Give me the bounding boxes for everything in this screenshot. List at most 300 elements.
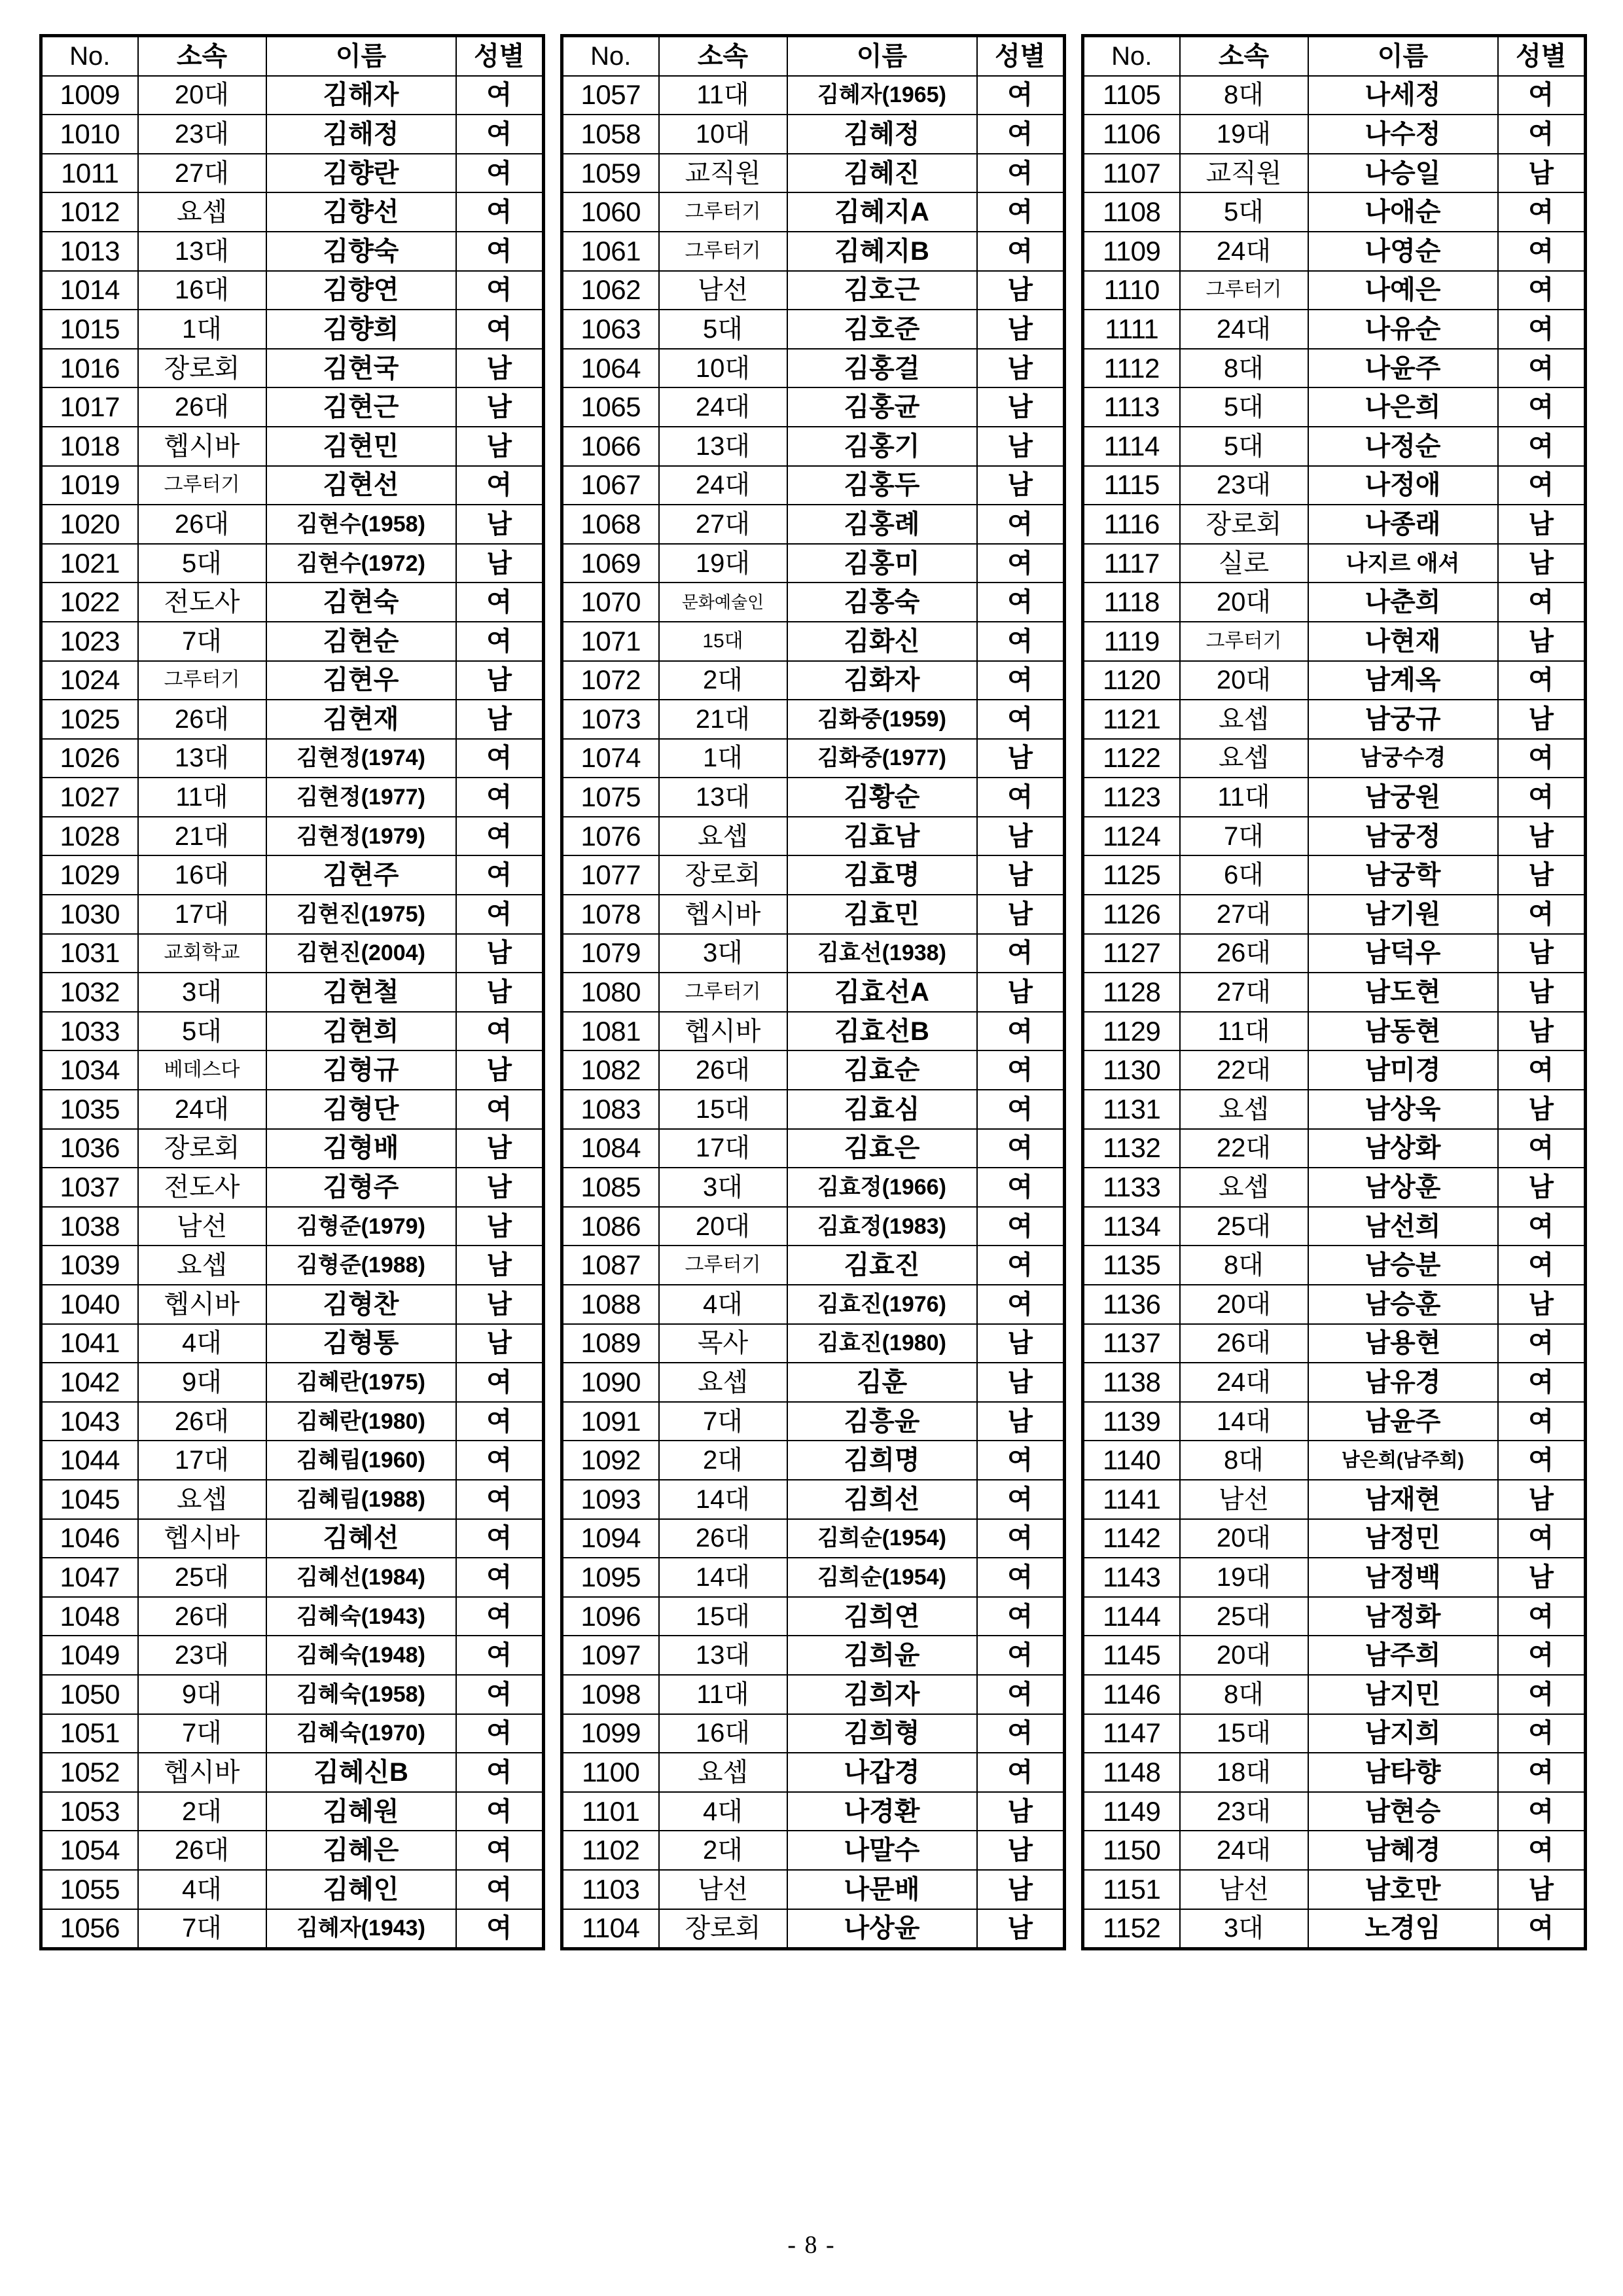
cell-name: 김희명 bbox=[787, 1441, 977, 1480]
cell-sex: 여 bbox=[1498, 232, 1586, 271]
table-row bbox=[562, 1402, 1065, 1441]
cell-sex: 여 bbox=[1498, 387, 1586, 427]
cell-group: 남선 bbox=[138, 1207, 266, 1246]
cell-no: 1011 bbox=[41, 154, 138, 193]
cell-no: 1151 bbox=[1083, 1870, 1180, 1909]
cell-name: 남현승 bbox=[1308, 1792, 1498, 1831]
column-header-group: 소속 bbox=[659, 36, 787, 76]
cell-group: 남선 bbox=[1180, 1480, 1308, 1519]
cell-sex: 여 bbox=[456, 1753, 544, 1792]
column-header-no: No. bbox=[41, 36, 138, 76]
cell-sex: 남 bbox=[977, 739, 1065, 778]
cell-no: 1067 bbox=[562, 466, 659, 505]
roster-table-left bbox=[39, 34, 545, 1950]
cell-sex: 남 bbox=[456, 544, 544, 583]
cell-no: 1115 bbox=[1083, 466, 1180, 505]
cell-sex: 여 bbox=[1498, 1831, 1586, 1870]
cell-group: 그루터기 bbox=[659, 232, 787, 271]
cell-sex: 여 bbox=[977, 76, 1065, 115]
cell-no: 1024 bbox=[41, 661, 138, 700]
cell-sex: 여 bbox=[977, 232, 1065, 271]
cell-group: 요셉 bbox=[659, 1753, 787, 1792]
cell-sex: 여 bbox=[1498, 895, 1586, 934]
table-row bbox=[1083, 76, 1586, 115]
cell-group: 26대 bbox=[1180, 1324, 1308, 1363]
cell-sex: 남 bbox=[1498, 700, 1586, 739]
cell-sex: 여 bbox=[456, 1870, 544, 1909]
cell-group: 14대 bbox=[659, 1480, 787, 1519]
cell-name: 김효심 bbox=[787, 1090, 977, 1129]
cell-sex: 남 bbox=[977, 1909, 1065, 1949]
cell-group: 10대 bbox=[659, 115, 787, 154]
cell-name: 김현숙 bbox=[266, 583, 456, 622]
cell-group: 실로 bbox=[1180, 544, 1308, 583]
cell-name: 김효선(1938) bbox=[787, 934, 977, 973]
cell-sex: 여 bbox=[977, 700, 1065, 739]
cell-sex: 여 bbox=[456, 466, 544, 505]
cell-name: 김혜원 bbox=[266, 1792, 456, 1831]
cell-no: 1076 bbox=[562, 817, 659, 856]
cell-name: 김혜선(1984) bbox=[266, 1558, 456, 1597]
table-row bbox=[1083, 1285, 1586, 1324]
cell-name: 김향란 bbox=[266, 154, 456, 193]
cell-no: 1048 bbox=[41, 1597, 138, 1636]
cell-name: 김현정(1977) bbox=[266, 778, 456, 817]
cell-group: 20대 bbox=[659, 1207, 787, 1246]
table-row bbox=[562, 387, 1065, 427]
cell-group: 23대 bbox=[138, 115, 266, 154]
cell-group: 2대 bbox=[659, 661, 787, 700]
cell-no: 1100 bbox=[562, 1753, 659, 1792]
cell-no: 1041 bbox=[41, 1324, 138, 1363]
cell-sex: 여 bbox=[456, 76, 544, 115]
cell-group: 11대 bbox=[659, 76, 787, 115]
cell-group: 그루터기 bbox=[659, 192, 787, 232]
table-row bbox=[562, 973, 1065, 1012]
cell-sex: 남 bbox=[1498, 622, 1586, 661]
table-row bbox=[41, 1909, 544, 1949]
table-row bbox=[1083, 1675, 1586, 1714]
cell-name: 남승훈 bbox=[1308, 1285, 1498, 1324]
cell-sex: 여 bbox=[456, 115, 544, 154]
cell-sex: 남 bbox=[456, 505, 544, 544]
cell-name: 김화신 bbox=[787, 622, 977, 661]
table-row bbox=[1083, 1480, 1586, 1519]
cell-group: 26대 bbox=[138, 700, 266, 739]
cell-sex: 여 bbox=[456, 1675, 544, 1714]
table-row bbox=[562, 1324, 1065, 1363]
table-row bbox=[1083, 1246, 1586, 1285]
cell-name: 남유경 bbox=[1308, 1363, 1498, 1402]
cell-sex: 여 bbox=[977, 1168, 1065, 1207]
cell-sex: 여 bbox=[1498, 1519, 1586, 1558]
cell-sex: 여 bbox=[456, 855, 544, 895]
cell-sex: 여 bbox=[456, 1090, 544, 1129]
table-row bbox=[1083, 1519, 1586, 1558]
roster-table-middle bbox=[560, 34, 1066, 1950]
cell-no: 1139 bbox=[1083, 1402, 1180, 1441]
cell-name: 김형찬 bbox=[266, 1285, 456, 1324]
table-header-row bbox=[562, 36, 1065, 76]
cell-name: 남궁원 bbox=[1308, 778, 1498, 817]
cell-no: 1037 bbox=[41, 1168, 138, 1207]
cell-name: 김현선 bbox=[266, 466, 456, 505]
cell-sex: 여 bbox=[456, 1441, 544, 1480]
cell-no: 1070 bbox=[562, 583, 659, 622]
cell-no: 1061 bbox=[562, 232, 659, 271]
cell-name: 나영순 bbox=[1308, 232, 1498, 271]
cell-sex: 여 bbox=[977, 778, 1065, 817]
cell-name: 나은희 bbox=[1308, 387, 1498, 427]
cell-group: 장로회 bbox=[659, 855, 787, 895]
cell-name: 김황순 bbox=[787, 778, 977, 817]
cell-group: 16대 bbox=[138, 271, 266, 310]
cell-name: 김혜은 bbox=[266, 1831, 456, 1870]
table-row bbox=[1083, 1090, 1586, 1129]
cell-group: 그루터기 bbox=[1180, 622, 1308, 661]
table-row bbox=[41, 1050, 544, 1090]
cell-no: 1119 bbox=[1083, 622, 1180, 661]
cell-no: 1069 bbox=[562, 544, 659, 583]
cell-name: 김희순(1954) bbox=[787, 1558, 977, 1597]
table-row bbox=[562, 661, 1065, 700]
table-row bbox=[562, 1012, 1065, 1051]
cell-group: 20대 bbox=[1180, 1285, 1308, 1324]
cell-group: 요셉 bbox=[138, 192, 266, 232]
cell-no: 1130 bbox=[1083, 1050, 1180, 1090]
cell-group: 16대 bbox=[138, 855, 266, 895]
cell-no: 1085 bbox=[562, 1168, 659, 1207]
table-row bbox=[41, 583, 544, 622]
cell-sex: 여 bbox=[1498, 1675, 1586, 1714]
table-row bbox=[1083, 973, 1586, 1012]
cell-no: 1092 bbox=[562, 1441, 659, 1480]
cell-group: 11대 bbox=[1180, 1012, 1308, 1051]
table-row bbox=[1083, 1363, 1586, 1402]
cell-no: 1049 bbox=[41, 1636, 138, 1675]
column-header-sex: 성별 bbox=[1498, 36, 1586, 76]
table-row bbox=[1083, 1831, 1586, 1870]
cell-group: 남선 bbox=[659, 271, 787, 310]
cell-name: 김현근 bbox=[266, 387, 456, 427]
cell-no: 1113 bbox=[1083, 387, 1180, 427]
cell-name: 남도현 bbox=[1308, 973, 1498, 1012]
cell-name: 김형통 bbox=[266, 1324, 456, 1363]
cell-group: 2대 bbox=[659, 1831, 787, 1870]
cell-sex: 남 bbox=[456, 700, 544, 739]
cell-group: 25대 bbox=[1180, 1207, 1308, 1246]
table-row bbox=[562, 544, 1065, 583]
cell-no: 1021 bbox=[41, 544, 138, 583]
cell-sex: 남 bbox=[977, 271, 1065, 310]
cell-group: 20대 bbox=[138, 76, 266, 115]
cell-sex: 남 bbox=[456, 1246, 544, 1285]
cell-sex: 여 bbox=[456, 1714, 544, 1753]
cell-no: 1121 bbox=[1083, 700, 1180, 739]
cell-sex: 여 bbox=[1498, 1207, 1586, 1246]
cell-no: 1020 bbox=[41, 505, 138, 544]
cell-sex: 여 bbox=[456, 232, 544, 271]
cell-sex: 여 bbox=[977, 544, 1065, 583]
cell-group: 5대 bbox=[138, 1012, 266, 1051]
cell-no: 1009 bbox=[41, 76, 138, 115]
cell-sex: 여 bbox=[1498, 1363, 1586, 1402]
table-row bbox=[562, 1558, 1065, 1597]
cell-group: 헵시바 bbox=[138, 1285, 266, 1324]
cell-name: 김현수(1958) bbox=[266, 505, 456, 544]
cell-group: 교회학교 bbox=[138, 934, 266, 973]
cell-name: 김효진(1976) bbox=[787, 1285, 977, 1324]
cell-no: 1075 bbox=[562, 778, 659, 817]
cell-sex: 여 bbox=[977, 1129, 1065, 1168]
table-row bbox=[1083, 855, 1586, 895]
cell-group: 24대 bbox=[1180, 232, 1308, 271]
cell-group: 23대 bbox=[1180, 466, 1308, 505]
cell-sex: 여 bbox=[977, 1012, 1065, 1051]
column-header-name: 이름 bbox=[266, 36, 456, 76]
cell-no: 1064 bbox=[562, 349, 659, 388]
cell-no: 1101 bbox=[562, 1792, 659, 1831]
table-row bbox=[562, 739, 1065, 778]
cell-name: 김혜숙(1943) bbox=[266, 1597, 456, 1636]
cell-no: 1143 bbox=[1083, 1558, 1180, 1597]
cell-sex: 여 bbox=[456, 192, 544, 232]
cell-group: 베데스다 bbox=[138, 1050, 266, 1090]
cell-sex: 여 bbox=[977, 154, 1065, 193]
table-row bbox=[562, 310, 1065, 349]
table-row bbox=[562, 1480, 1065, 1519]
cell-name: 남지민 bbox=[1308, 1675, 1498, 1714]
cell-group: 17대 bbox=[659, 1129, 787, 1168]
cell-group: 24대 bbox=[1180, 310, 1308, 349]
cell-group: 13대 bbox=[659, 778, 787, 817]
cell-name: 남혜경 bbox=[1308, 1831, 1498, 1870]
table-row bbox=[41, 1480, 544, 1519]
table-row bbox=[562, 349, 1065, 388]
cell-name: 나정순 bbox=[1308, 427, 1498, 466]
cell-no: 1138 bbox=[1083, 1363, 1180, 1402]
cell-sex: 여 bbox=[456, 1012, 544, 1051]
cell-no: 1039 bbox=[41, 1246, 138, 1285]
cell-sex: 여 bbox=[977, 1480, 1065, 1519]
cell-name: 김화중(1959) bbox=[787, 700, 977, 739]
table-row bbox=[41, 855, 544, 895]
table-row bbox=[562, 700, 1065, 739]
cell-sex: 여 bbox=[1498, 76, 1586, 115]
cell-group: 19대 bbox=[1180, 1558, 1308, 1597]
cell-name: 김해자 bbox=[266, 76, 456, 115]
cell-group: 8대 bbox=[1180, 76, 1308, 115]
cell-sex: 남 bbox=[977, 895, 1065, 934]
table-row bbox=[1083, 934, 1586, 973]
table-row bbox=[562, 622, 1065, 661]
cell-sex: 여 bbox=[456, 583, 544, 622]
cell-no: 1094 bbox=[562, 1519, 659, 1558]
cell-group: 24대 bbox=[138, 1090, 266, 1129]
cell-name: 나세정 bbox=[1308, 76, 1498, 115]
cell-sex: 여 bbox=[1498, 1636, 1586, 1675]
cell-no: 1015 bbox=[41, 310, 138, 349]
cell-no: 1096 bbox=[562, 1597, 659, 1636]
cell-name: 김혜인 bbox=[266, 1870, 456, 1909]
cell-group: 13대 bbox=[138, 739, 266, 778]
cell-group: 24대 bbox=[659, 466, 787, 505]
cell-sex: 여 bbox=[977, 1636, 1065, 1675]
cell-name: 김희자 bbox=[787, 1675, 977, 1714]
column-header-name: 이름 bbox=[1308, 36, 1498, 76]
cell-no: 1126 bbox=[1083, 895, 1180, 934]
cell-group: 19대 bbox=[659, 544, 787, 583]
cell-group: 20대 bbox=[1180, 1519, 1308, 1558]
cell-no: 1080 bbox=[562, 973, 659, 1012]
cell-name: 김향희 bbox=[266, 310, 456, 349]
cell-name: 김혜지B bbox=[787, 232, 977, 271]
table-row bbox=[41, 544, 544, 583]
cell-name: 남호만 bbox=[1308, 1870, 1498, 1909]
cell-name: 남상화 bbox=[1308, 1129, 1498, 1168]
cell-group: 문화예술인 bbox=[659, 583, 787, 622]
cell-no: 1109 bbox=[1083, 232, 1180, 271]
table-row bbox=[1083, 778, 1586, 817]
cell-name: 나승일 bbox=[1308, 154, 1498, 193]
cell-group: 5대 bbox=[659, 310, 787, 349]
cell-no: 1059 bbox=[562, 154, 659, 193]
cell-sex: 여 bbox=[456, 1363, 544, 1402]
cell-no: 1090 bbox=[562, 1363, 659, 1402]
cell-sex: 남 bbox=[977, 1792, 1065, 1831]
table-row bbox=[1083, 466, 1586, 505]
cell-no: 1108 bbox=[1083, 192, 1180, 232]
cell-name: 남상욱 bbox=[1308, 1090, 1498, 1129]
table-row bbox=[562, 232, 1065, 271]
table-row bbox=[41, 154, 544, 193]
cell-sex: 여 bbox=[977, 1285, 1065, 1324]
table-row bbox=[1083, 1558, 1586, 1597]
cell-name: 남주희 bbox=[1308, 1636, 1498, 1675]
column-header-no: No. bbox=[1083, 36, 1180, 76]
table-row bbox=[41, 661, 544, 700]
table-row bbox=[1083, 1168, 1586, 1207]
cell-name: 남지희 bbox=[1308, 1714, 1498, 1753]
cell-no: 1122 bbox=[1083, 739, 1180, 778]
cell-group: 3대 bbox=[138, 973, 266, 1012]
cell-no: 1127 bbox=[1083, 934, 1180, 973]
cell-name: 김혜숙(1948) bbox=[266, 1636, 456, 1675]
cell-name: 김형준(1979) bbox=[266, 1207, 456, 1246]
cell-name: 김형단 bbox=[266, 1090, 456, 1129]
cell-group: 11대 bbox=[138, 778, 266, 817]
table-row bbox=[41, 1441, 544, 1480]
cell-group: 13대 bbox=[659, 1636, 787, 1675]
cell-no: 1060 bbox=[562, 192, 659, 232]
cell-no: 1023 bbox=[41, 622, 138, 661]
cell-sex: 남 bbox=[1498, 934, 1586, 973]
cell-no: 1027 bbox=[41, 778, 138, 817]
table-row bbox=[1083, 1753, 1586, 1792]
roster-column-left bbox=[39, 34, 542, 1950]
cell-name: 김홍기 bbox=[787, 427, 977, 466]
cell-name: 김흥윤 bbox=[787, 1402, 977, 1441]
table-row bbox=[562, 855, 1065, 895]
cell-name: 나윤주 bbox=[1308, 349, 1498, 388]
cell-group: 6대 bbox=[1180, 855, 1308, 895]
cell-no: 1146 bbox=[1083, 1675, 1180, 1714]
cell-group: 26대 bbox=[138, 387, 266, 427]
cell-group: 8대 bbox=[1180, 1441, 1308, 1480]
cell-group: 요셉 bbox=[659, 1363, 787, 1402]
cell-group: 17대 bbox=[138, 1441, 266, 1480]
cell-no: 1123 bbox=[1083, 778, 1180, 817]
cell-group: 23대 bbox=[138, 1636, 266, 1675]
table-row bbox=[41, 115, 544, 154]
cell-sex: 남 bbox=[977, 427, 1065, 466]
table-row bbox=[1083, 310, 1586, 349]
cell-no: 1088 bbox=[562, 1285, 659, 1324]
table-row bbox=[1083, 1909, 1586, 1949]
cell-group: 26대 bbox=[138, 1402, 266, 1441]
cell-sex: 여 bbox=[456, 1558, 544, 1597]
cell-name: 남타향 bbox=[1308, 1753, 1498, 1792]
cell-sex: 여 bbox=[456, 1909, 544, 1949]
table-row bbox=[41, 973, 544, 1012]
cell-sex: 여 bbox=[456, 1831, 544, 1870]
cell-group: 14대 bbox=[659, 1558, 787, 1597]
cell-group: 그루터기 bbox=[659, 1246, 787, 1285]
table-row bbox=[41, 466, 544, 505]
cell-name: 김혜진 bbox=[787, 154, 977, 193]
cell-sex: 여 bbox=[1498, 1714, 1586, 1753]
cell-name: 나춘희 bbox=[1308, 583, 1498, 622]
cell-group: 24대 bbox=[1180, 1831, 1308, 1870]
cell-sex: 남 bbox=[1498, 1558, 1586, 1597]
cell-group: 9대 bbox=[138, 1675, 266, 1714]
cell-name: 남윤주 bbox=[1308, 1402, 1498, 1441]
cell-sex: 남 bbox=[456, 387, 544, 427]
cell-sex: 여 bbox=[1498, 1129, 1586, 1168]
cell-sex: 여 bbox=[1498, 1441, 1586, 1480]
table-row bbox=[562, 192, 1065, 232]
cell-no: 1135 bbox=[1083, 1246, 1180, 1285]
cell-name: 남동현 bbox=[1308, 1012, 1498, 1051]
cell-no: 1028 bbox=[41, 817, 138, 856]
table-row bbox=[1083, 154, 1586, 193]
table-row bbox=[1083, 1012, 1586, 1051]
cell-name: 김혜림(1988) bbox=[266, 1480, 456, 1519]
column-header-sex: 성별 bbox=[977, 36, 1065, 76]
cell-name: 김현정(1974) bbox=[266, 739, 456, 778]
cell-group: 17대 bbox=[138, 895, 266, 934]
cell-no: 1063 bbox=[562, 310, 659, 349]
cell-name: 김혜림(1960) bbox=[266, 1441, 456, 1480]
cell-sex: 여 bbox=[456, 1519, 544, 1558]
cell-group: 13대 bbox=[138, 232, 266, 271]
cell-name: 김희형 bbox=[787, 1714, 977, 1753]
cell-name: 김현재 bbox=[266, 700, 456, 739]
cell-sex: 여 bbox=[977, 1441, 1065, 1480]
cell-no: 1012 bbox=[41, 192, 138, 232]
table-row bbox=[41, 1558, 544, 1597]
cell-group: 22대 bbox=[1180, 1050, 1308, 1090]
table-row bbox=[1083, 1402, 1586, 1441]
cell-group: 그루터기 bbox=[1180, 271, 1308, 310]
table-row bbox=[562, 115, 1065, 154]
cell-sex: 여 bbox=[1498, 115, 1586, 154]
cell-group: 7대 bbox=[659, 1402, 787, 1441]
table-row bbox=[1083, 271, 1586, 310]
cell-no: 1071 bbox=[562, 622, 659, 661]
cell-group: 전도사 bbox=[138, 1168, 266, 1207]
cell-no: 1058 bbox=[562, 115, 659, 154]
